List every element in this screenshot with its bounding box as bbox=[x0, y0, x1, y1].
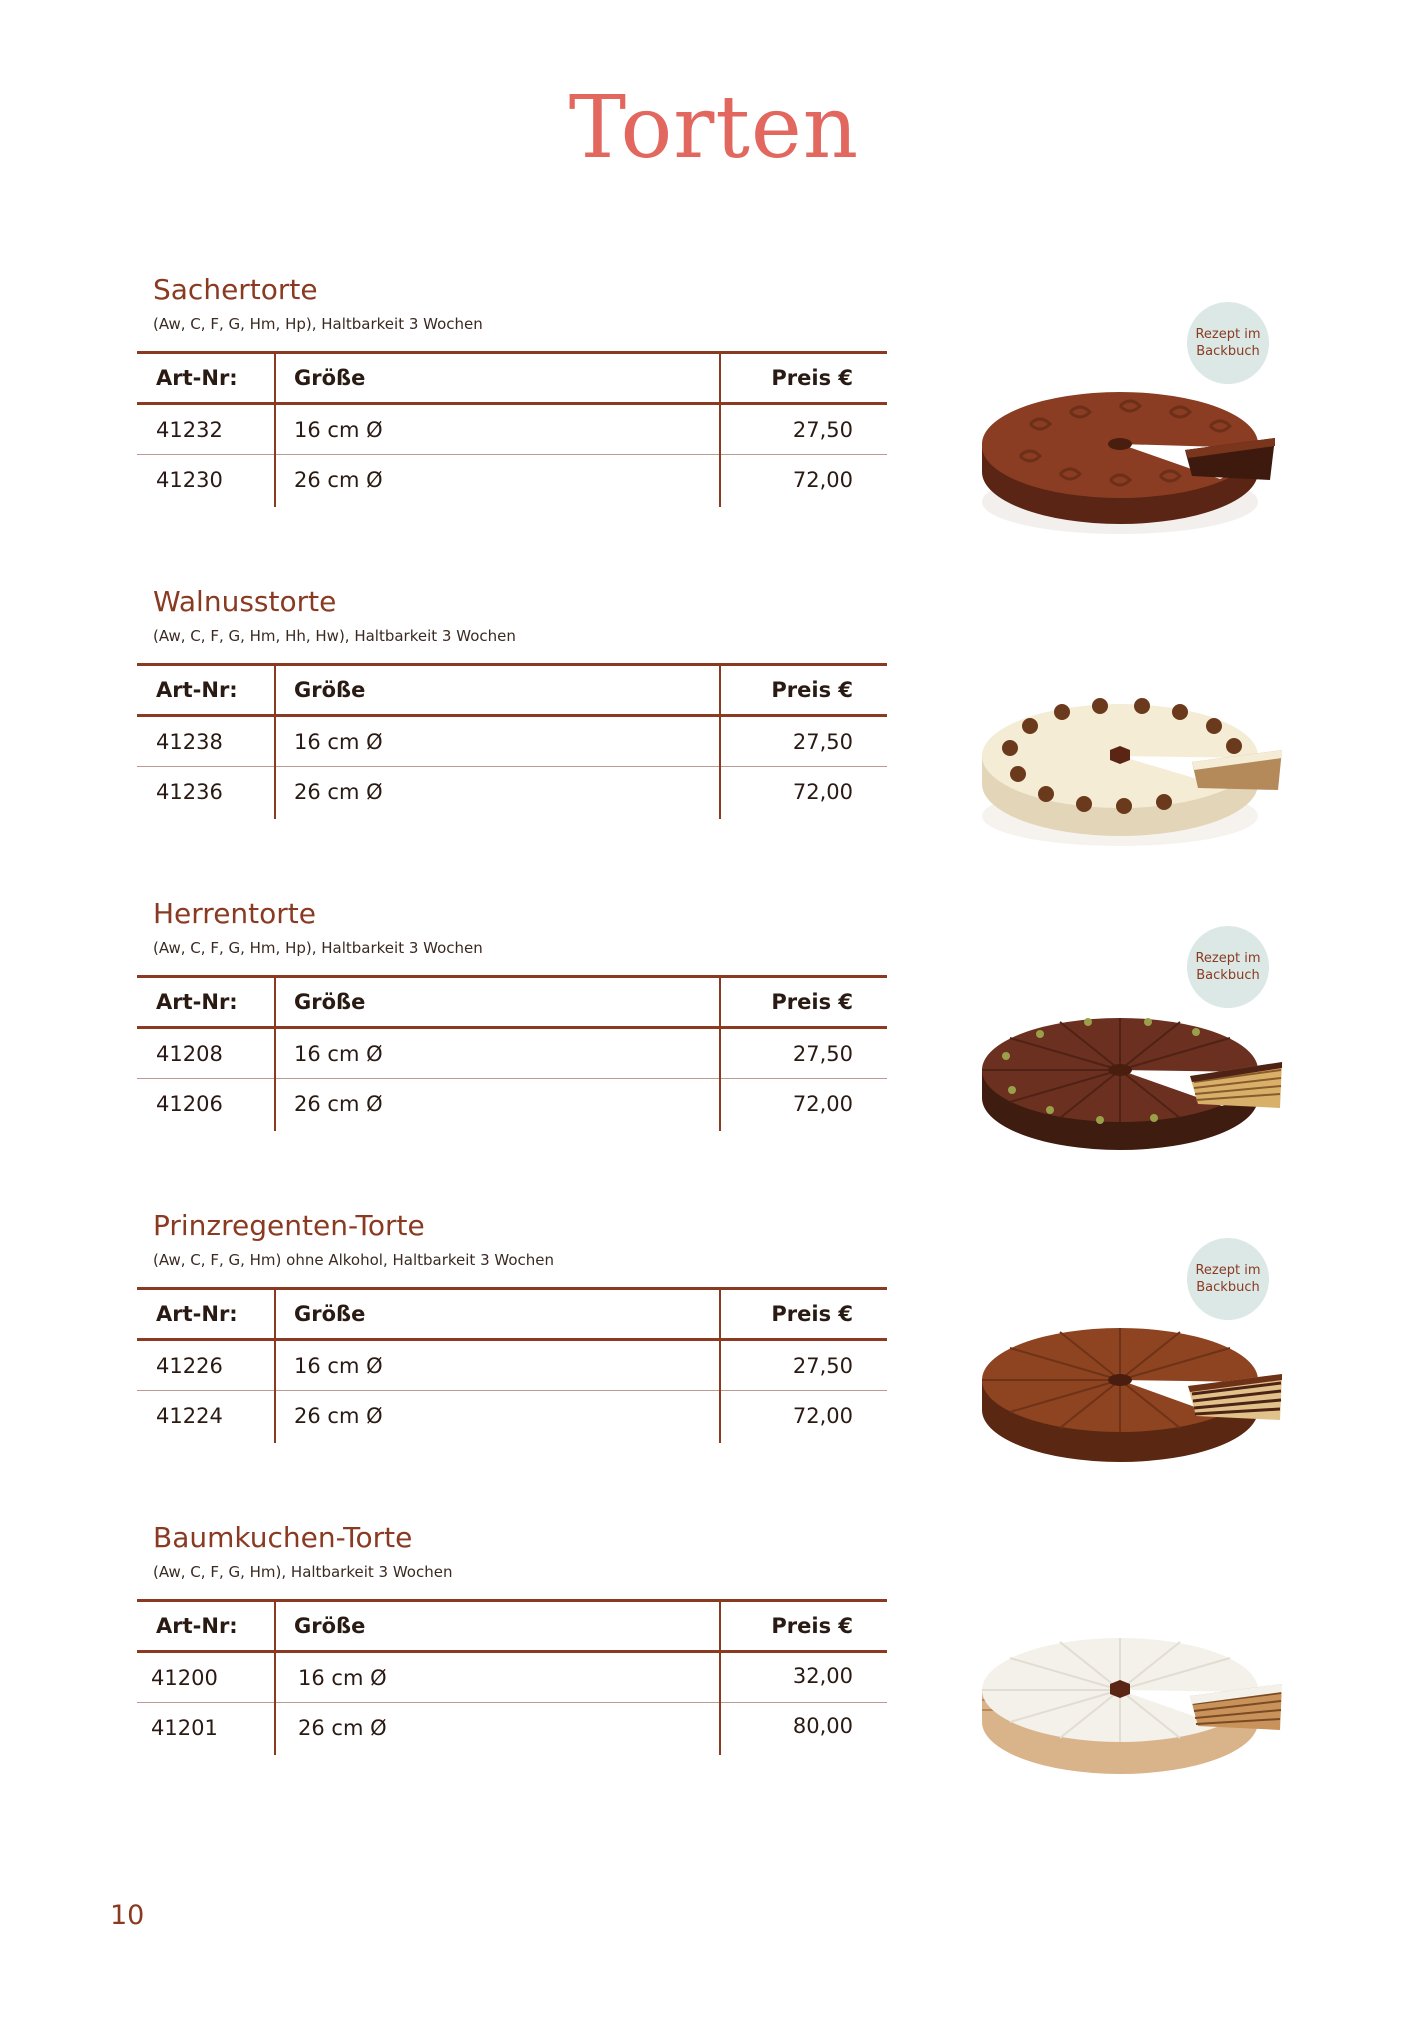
recipe-badge: Rezept im Backbuch bbox=[1187, 302, 1269, 384]
table-row bbox=[137, 455, 887, 505]
header-price: Preis € bbox=[771, 366, 853, 390]
size: 16 cm Ø bbox=[294, 1354, 383, 1378]
header-art-nr: Art-Nr: bbox=[156, 678, 238, 702]
cake-photo-walnusstorte bbox=[970, 646, 1300, 866]
product-name: Herrentorte bbox=[153, 897, 316, 930]
product-section bbox=[0, 1208, 1428, 1518]
product-info: (Aw, C, F, G, Hm, Hp), Haltbarkeit 3 Wochen bbox=[153, 939, 483, 957]
page-number: 10 bbox=[110, 1900, 145, 1931]
table-row bbox=[137, 717, 887, 767]
table-row bbox=[137, 405, 887, 455]
size: 16 cm Ø bbox=[294, 730, 383, 754]
article-number: 41230 bbox=[156, 468, 223, 492]
size: 26 cm Ø bbox=[294, 780, 383, 804]
price: 27,50 bbox=[792, 418, 853, 442]
recipe-badge: Rezept im Backbuch bbox=[1187, 1238, 1269, 1320]
size: 26 cm Ø bbox=[298, 1716, 387, 1740]
table-row bbox=[137, 1703, 887, 1753]
product-section bbox=[0, 272, 1428, 582]
table-row bbox=[137, 1391, 887, 1441]
header-size: Größe bbox=[294, 990, 366, 1014]
recipe-badge: Rezept im Backbuch bbox=[1187, 926, 1269, 1008]
price: 27,50 bbox=[792, 730, 853, 754]
product-name: Prinzregenten-Torte bbox=[153, 1209, 425, 1242]
header-price: Preis € bbox=[771, 1302, 853, 1326]
table-row bbox=[137, 1079, 887, 1129]
price: 32,00 bbox=[792, 1664, 853, 1688]
size: 16 cm Ø bbox=[298, 1666, 387, 1690]
size: 16 cm Ø bbox=[294, 418, 383, 442]
article-number: 41201 bbox=[151, 1716, 218, 1740]
header-art-nr: Art-Nr: bbox=[156, 990, 238, 1014]
article-number: 41232 bbox=[156, 418, 223, 442]
article-number: 41238 bbox=[156, 730, 223, 754]
article-number: 41236 bbox=[156, 780, 223, 804]
product-section bbox=[0, 1520, 1428, 1830]
product-info: (Aw, C, F, G, Hm, Hh, Hw), Haltbarkeit 3 Wochen bbox=[153, 627, 516, 645]
article-number: 41208 bbox=[156, 1042, 223, 1066]
price-table bbox=[137, 351, 887, 507]
header-art-nr: Art-Nr: bbox=[156, 1614, 238, 1638]
article-number: 41226 bbox=[156, 1354, 223, 1378]
table-top-rule bbox=[137, 975, 887, 978]
header-price: Preis € bbox=[771, 678, 853, 702]
table-top-rule bbox=[137, 351, 887, 354]
price: 27,50 bbox=[792, 1354, 853, 1378]
table-row bbox=[137, 1341, 887, 1391]
header-price: Preis € bbox=[771, 1614, 853, 1638]
product-name: Walnusstorte bbox=[153, 585, 337, 618]
price: 80,00 bbox=[792, 1714, 853, 1738]
cake-photo-baumkuchen-torte bbox=[970, 1582, 1300, 1802]
header-size: Größe bbox=[294, 678, 366, 702]
price: 72,00 bbox=[792, 1092, 853, 1116]
header-size: Größe bbox=[294, 1302, 366, 1326]
table-top-rule bbox=[137, 663, 887, 666]
table-top-rule bbox=[137, 1287, 887, 1290]
size: 26 cm Ø bbox=[294, 1092, 383, 1116]
price: 72,00 bbox=[792, 1404, 853, 1428]
product-section bbox=[0, 896, 1428, 1206]
header-art-nr: Art-Nr: bbox=[156, 366, 238, 390]
size: 26 cm Ø bbox=[294, 468, 383, 492]
header-price: Preis € bbox=[771, 990, 853, 1014]
product-info: (Aw, C, F, G, Hm), Haltbarkeit 3 Wochen bbox=[153, 1563, 453, 1581]
price-table bbox=[137, 1599, 887, 1755]
product-info: (Aw, C, F, G, Hm) ohne Alkohol, Haltbarkeit 3 Wochen bbox=[153, 1251, 555, 1269]
price-table bbox=[137, 975, 887, 1131]
article-number: 41200 bbox=[151, 1666, 218, 1690]
table-row bbox=[137, 1653, 887, 1703]
table-top-rule bbox=[137, 1599, 887, 1602]
page-title: Torten bbox=[568, 78, 860, 178]
price: 27,50 bbox=[792, 1042, 853, 1066]
size: 16 cm Ø bbox=[294, 1042, 383, 1066]
product-section bbox=[0, 584, 1428, 894]
price-table bbox=[137, 1287, 887, 1443]
header-size: Größe bbox=[294, 1614, 366, 1638]
product-name: Baumkuchen-Torte bbox=[153, 1521, 413, 1554]
article-number: 41206 bbox=[156, 1092, 223, 1116]
product-name: Sachertorte bbox=[153, 273, 318, 306]
table-row bbox=[137, 767, 887, 817]
product-info: (Aw, C, F, G, Hm, Hp), Haltbarkeit 3 Wochen bbox=[153, 315, 483, 333]
price: 72,00 bbox=[792, 780, 853, 804]
table-row bbox=[137, 1029, 887, 1079]
size: 26 cm Ø bbox=[294, 1404, 383, 1428]
price-table bbox=[137, 663, 887, 819]
header-art-nr: Art-Nr: bbox=[156, 1302, 238, 1326]
price: 72,00 bbox=[792, 468, 853, 492]
article-number: 41224 bbox=[156, 1404, 223, 1428]
header-size: Größe bbox=[294, 366, 366, 390]
